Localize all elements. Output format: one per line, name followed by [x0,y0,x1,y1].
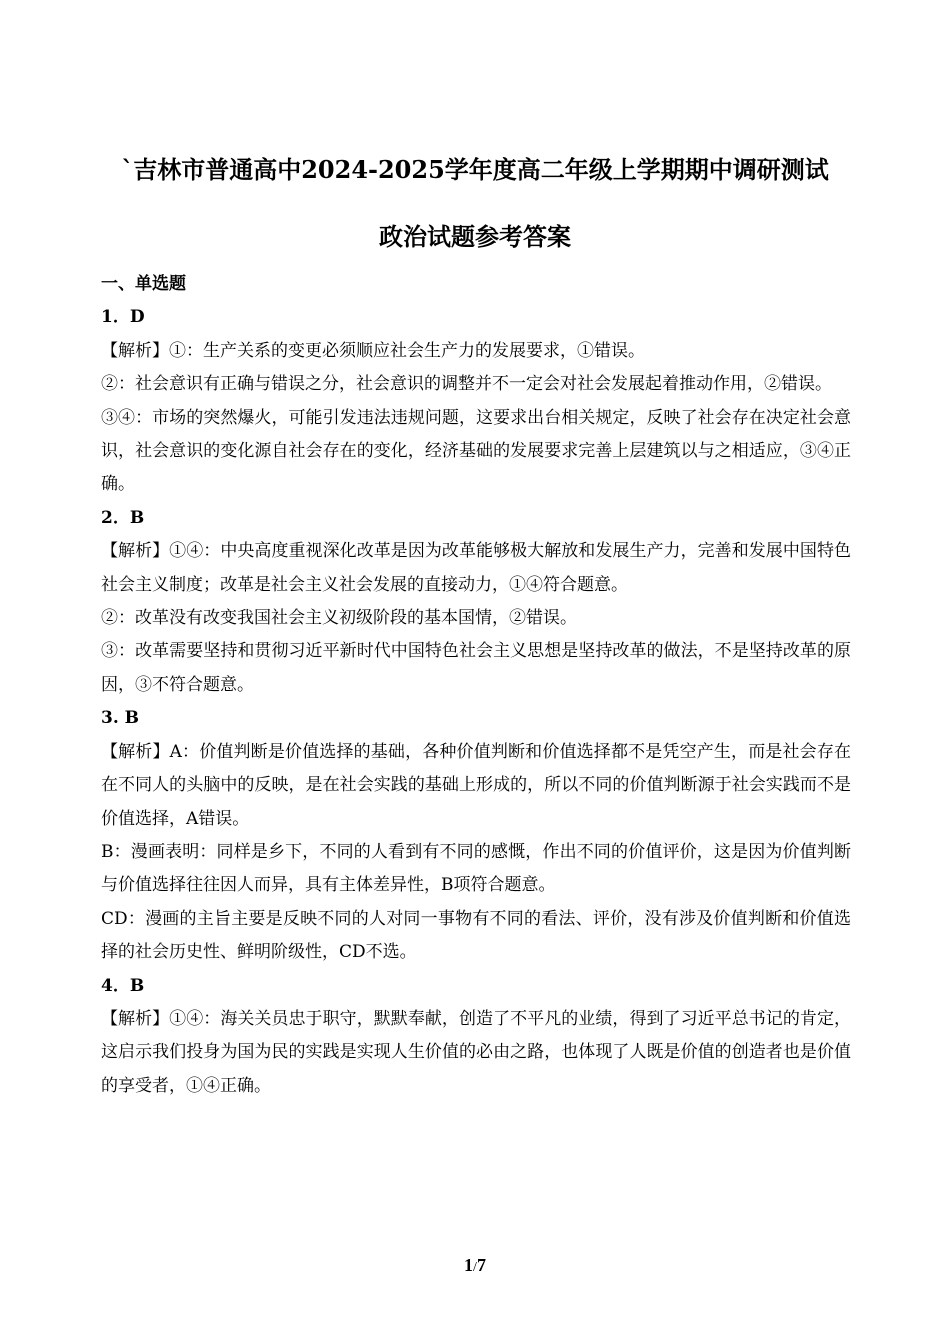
explanation-paragraph: 【解析】A：价值判断是价值选择的基础，各种价值判断和价值选择都不是凭空产生，而是社会存在在不同人的头脑中的反映，是在社会实践的基础上形成的，所以不同的价值判断源于社会实践而不是价值选择，A错误。 [101,741,851,829]
page-separator: / [473,1260,477,1275]
question-number: 4．B [101,975,145,996]
question-number: 2．B [101,507,145,528]
explanation-paragraph: CD：漫画的主旨主要是反映不同的人对同一事物有不同的看法、评价，没有涉及价值判断和价值选择的社会历史性、鲜明阶级性，CD不选。 [101,908,851,963]
explanation-paragraph: B：漫画表明：同样是乡下，不同的人看到有不同的感慨，作出不同的价值评价，这是因为价值判断与价值选择往往因人而异，具有主体差异性，B项符合题意。 [101,841,851,896]
explanation-paragraph: ③④：市场的突然爆火，可能引发违法违规问题，这要求出台相关规定，反映了社会存在决定社会意识，社会意识的变化源自社会存在的变化，经济基础的发展要求完善上层建筑以与之相适应，③④正确。 [101,407,851,495]
question-number: 3. B [101,708,140,729]
section-heading: 一、单选题 [101,274,186,294]
explanation-paragraph: 【解析】①④：中央高度重视深化改革是因为改革能够极大解放和发展生产力，完善和发展中国特色社会主义制度；改革是社会主义社会发展的直接动力，①④符合题意。 [101,541,851,595]
document-subtitle: 政治试题参考答案 [379,222,571,251]
current-page: 1 [464,1255,474,1275]
document-body [101,268,851,1103]
question-4 [101,970,851,1104]
question-3 [101,702,851,969]
question-number: 1．D [101,307,145,328]
explanation-paragraph: 【解析】①④：海关关员忠于职守，默默奉献，创造了不平凡的业绩，得到了习近平总书记的肯定，这启示我们投身为国为民的实践是实现人生价值的必由之路，也体现了人既是价值的创造者也是价值的享受者，①④正确。 [101,1008,851,1096]
document-title: `吉林市普通高中2024-2025学年度高二年级上学期期中调研测试 [121,155,829,184]
explanation-paragraph: ③：改革需要坚持和贯彻习近平新时代中国特色社会主义思想是坚持改革的做法，不是坚持改革的原因，③不符合题意。 [101,641,851,695]
question-1 [101,301,851,501]
explanation-paragraph: 【解析】①：生产关系的变更必须顺应社会生产力的发展要求，①错误。 [101,340,645,361]
explanation-paragraph: ②：改革没有改变我国社会主义初级阶段的基本国情，②错误。 [101,608,577,629]
question-2 [101,502,851,702]
page-number [0,1255,950,1276]
total-pages: 7 [476,1255,486,1275]
explanation-paragraph: ②：社会意识有正确与错误之分，社会意识的调整并不一定会对社会发展起着推动作用，②错误。 [101,374,832,395]
